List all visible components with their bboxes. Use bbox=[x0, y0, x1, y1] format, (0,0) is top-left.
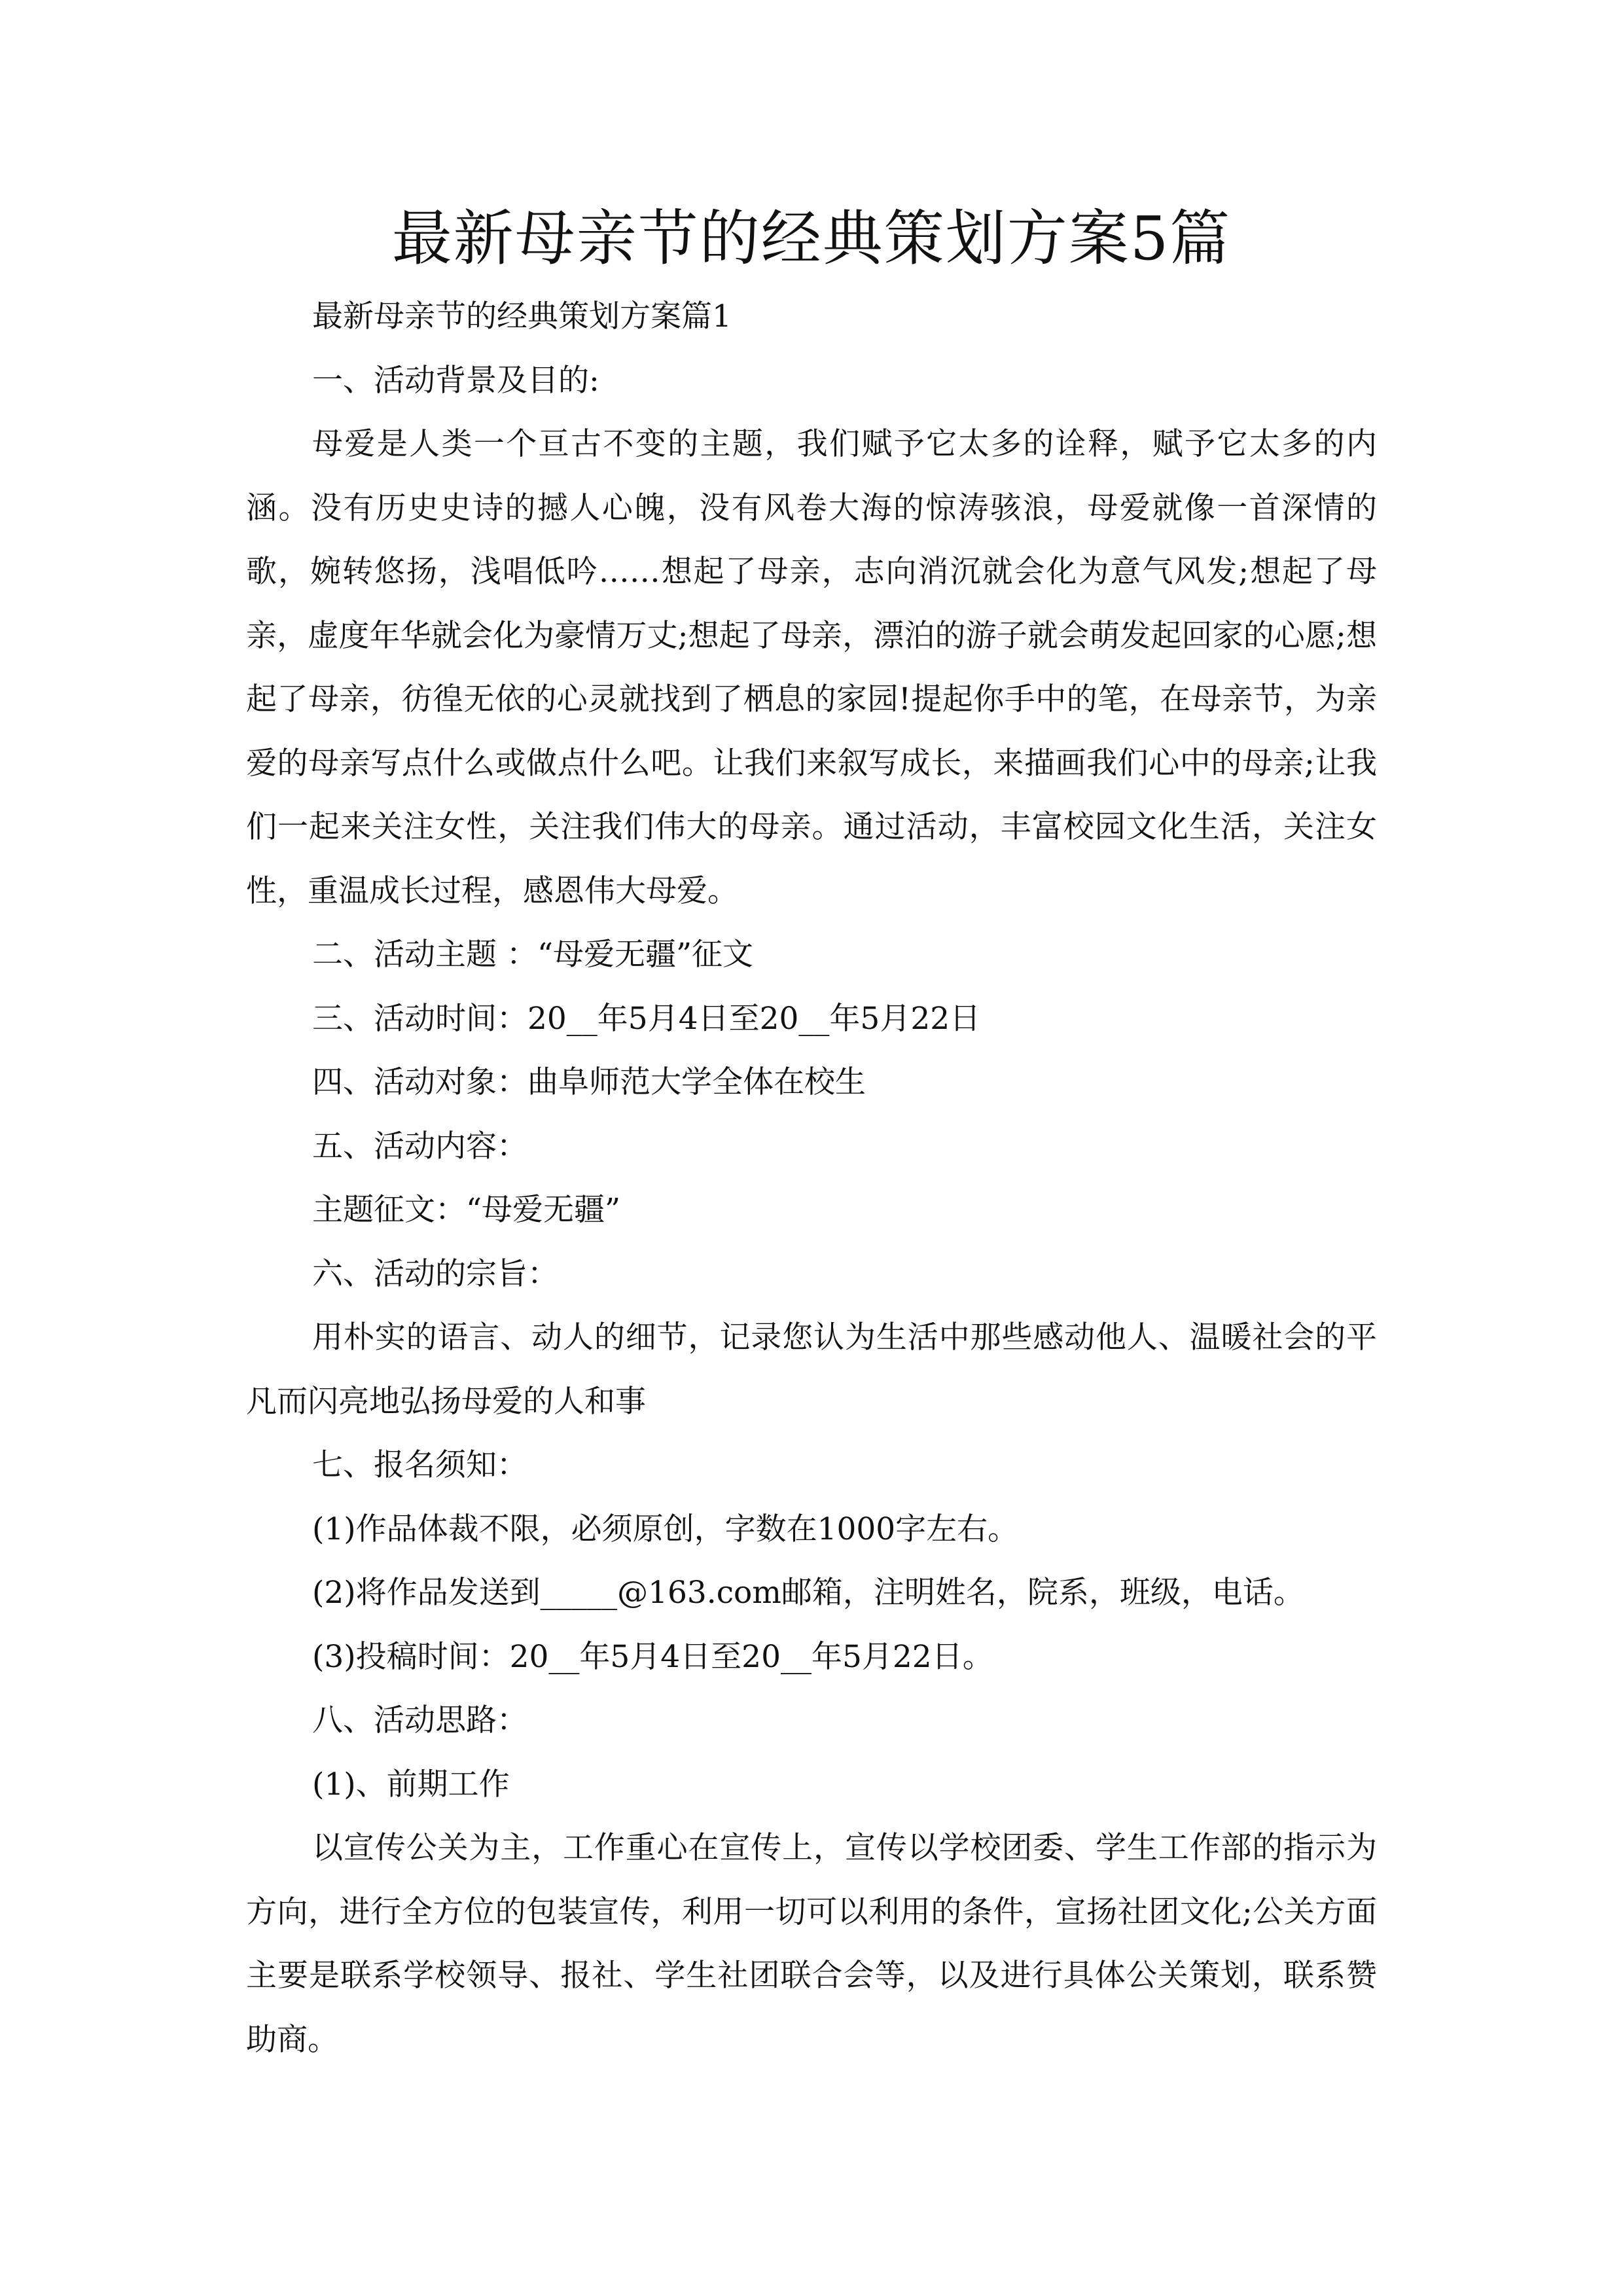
registration-item: (3)投稿时间：20__年5月4日至20__年5月22日。 bbox=[312, 1638, 993, 1675]
approach-subheading: (1)、前期工作 bbox=[312, 1766, 510, 1803]
audience-line: 四、活动对象：曲阜师范大学全体在校生 bbox=[312, 1064, 866, 1100]
body-paragraph: 母爱是人类一个亘古不变的主题，我们赋予它太多的诠释，赋予它太多的内涵。没有历史史诗的撼人心魄，没有风卷大海的惊涛骇浪，母爱就像一首深情的歌，婉转悠扬，浅唱低吟……想起了母亲，志向消沉就会化为意气风发;想起了母亲，虚度年华就会化为豪情万丈;想起了母亲，漂泊的游子就会萌发起回家的心愿;想起了母亲，彷徨无依的心灵就找到了栖息的家园!提起你手中的笔，在母亲节，为亲爱的母亲写点什么或做点什么吧。让我们来叙写成长，来描画我们心中的母亲;让我们一起来关注女性，关注我们伟大的母亲。通过活动，丰富校园文化生活，关注女性，重温成长过程，感恩伟大母爱。 bbox=[246, 426, 1377, 909]
document-body bbox=[246, 285, 1377, 2072]
registration-item: (1)作品体裁不限，必须原创，字数在1000字左右。 bbox=[312, 1511, 1019, 1547]
essay-theme-line: 主题征文：“母爱无疆” bbox=[312, 1192, 621, 1228]
body-paragraph: 以宣传公关为主，工作重心在宣传上，宣传以学校团委、学生工作部的指示为方向，进行全方位的包装宣传，利用一切可以利用的条件，宣扬社团文化;公关方面主要是联系学校领导、报社、学生社团联合会等，以及进行具体公关策划，联系赞助商。 bbox=[246, 1830, 1377, 2058]
registration-item: (2)将作品发送到_____@163.com邮箱，注明姓名，院系，班级，电话。 bbox=[312, 1575, 1304, 1611]
purpose-heading: 六、活动的宗旨： bbox=[312, 1255, 558, 1292]
background-heading: 一、活动背景及目的: bbox=[312, 362, 599, 399]
registration-heading: 七、报名须知： bbox=[312, 1447, 527, 1483]
content-heading: 五、活动内容： bbox=[312, 1128, 527, 1164]
section-heading: 最新母亲节的经典策划方案篇1 bbox=[312, 298, 732, 334]
body-paragraph: 用朴实的语言、动人的细节，记录您认为生活中那些感动他人、温暖社会的平凡而闪亮地弘扬母爱的人和事 bbox=[246, 1319, 1377, 1420]
time-line: 三、活动时间：20__年5月4日至20__年5月22日 bbox=[312, 1000, 981, 1037]
theme-line: 二、活动主题 ：“母爱无疆”征文 bbox=[312, 937, 753, 973]
document-title: 最新母亲节的经典策划方案5篇 bbox=[391, 204, 1232, 274]
approach-heading: 八、活动思路： bbox=[312, 1702, 527, 1738]
